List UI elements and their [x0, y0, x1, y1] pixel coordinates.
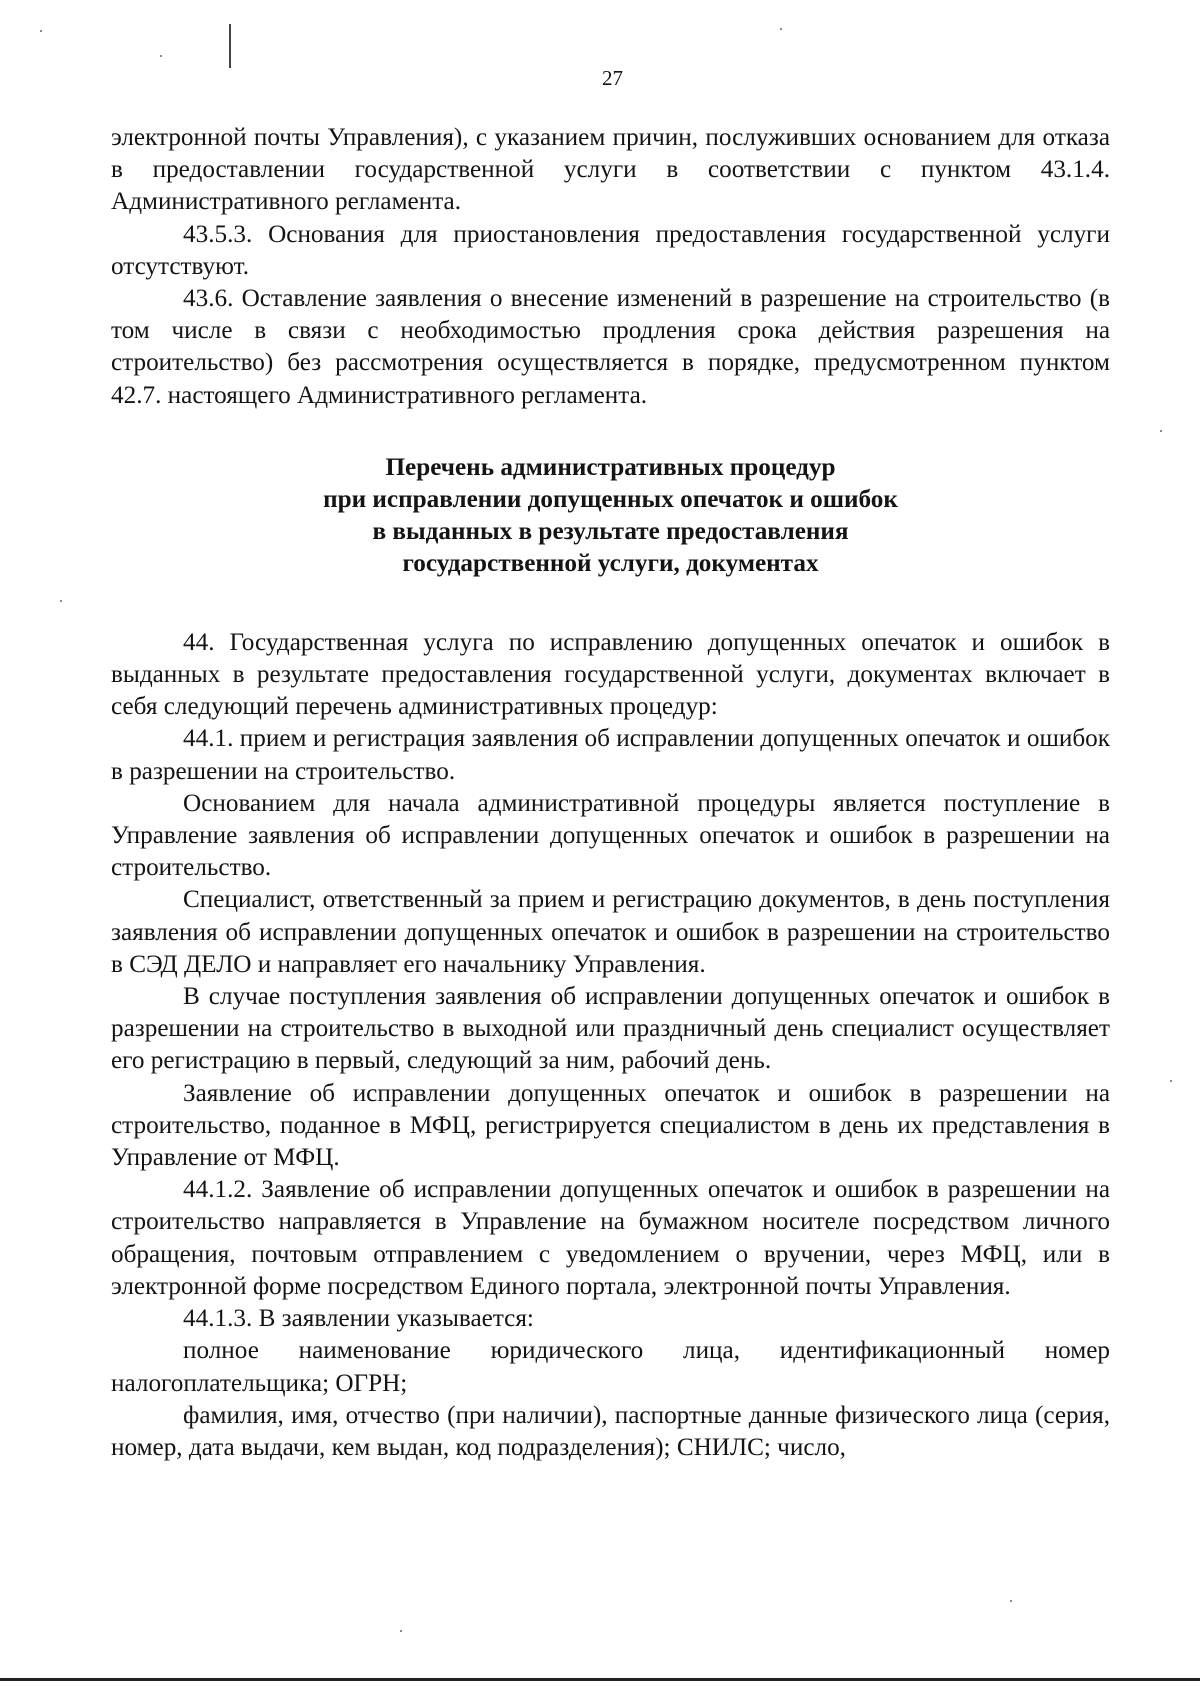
paragraph-legal-entity: полное наименование юридического лица, идентификационный номер налогоплательщика; ОГРН; — [111, 1337, 1110, 1397]
paragraph-continuation: электронной почты Управления), с указанием причин, послуживших основанием для отказа в предоставлении государственной услуги в соответствии с пунктом 43.1.4. Административного регламента. — [111, 124, 1110, 216]
document-body — [111, 122, 1110, 1464]
page-number: 27 — [602, 66, 623, 90]
scan-speck — [1160, 430, 1162, 432]
paragraph-44: 44. Государственная услуга по исправлению допущенных опечаток и ошибок в выданных в результате предоставления государственной услуги, документах включает в себя следующий перечень административных процедур: — [111, 628, 1110, 721]
section-heading — [111, 452, 1110, 580]
scan-speck — [400, 1630, 402, 1632]
paragraph-individual: фамилия, имя, отчество (при наличии), паспортные данные физического лица (серия, номер, дата выдачи, кем выдан, код подразделения); СНИЛС; число, — [111, 1401, 1110, 1461]
section-heading-line: при исправлении допущенных опечаток и ошибок — [323, 485, 898, 513]
scan-speck — [780, 28, 782, 30]
paragraph-mfc: Заявление об исправлении допущенных опечаток и ошибок в разрешении на строительство, поданное в МФЦ, регистрируется специалистом в день их представления в Управление от МФЦ. — [111, 1079, 1110, 1172]
section-heading-line: государственной услуги, документах — [402, 549, 819, 577]
scan-artifact-mark — [229, 24, 231, 68]
scan-speck — [160, 55, 162, 57]
scan-speck — [1170, 1080, 1172, 1082]
paragraph-44-1: 44.1. прием и регистрация заявления об исправлении допущенных опечаток и ошибок в разрешении на строительство. — [111, 725, 1110, 785]
section-heading-line: в выданных в результате предоставления — [372, 517, 849, 545]
paragraph-44-1-2: 44.1.2. Заявление об исправлении допущенных опечаток и ошибок в разрешении на строительство направляется в Управление на бумажном носителе посредством личного обращения, почтовым отправлением с уведомлением о вручении, через МФЦ, или в электронной форме посредством Единого портала, электронной почты Управления. — [111, 1176, 1110, 1300]
paragraph-holiday: В случае поступления заявления об исправлении допущенных опечаток и ошибок в разрешении на строительство в выходной или праздничный день специалист осуществляет его регистрацию в первый, следующий за ним, рабочий день. — [111, 983, 1110, 1075]
scan-speck — [60, 600, 62, 602]
paragraph-44-1-3: 44.1.3. В заявлении указывается: — [183, 1305, 534, 1333]
paragraph-43-5-3: 43.5.3. Основания для приостановления предоставления государственной услуги отсутствуют. — [111, 220, 1110, 280]
paragraph-specialist: Специалист, ответственный за прием и регистрацию документов, в день поступления заявления об исправлении допущенных опечаток и ошибок в разрешении на строительство в СЭД ДЕЛО и направляет его начальнику Управления. — [111, 886, 1110, 978]
scan-bottom-edge — [0, 1678, 1200, 1681]
section-heading-line: Перечень административных процедур — [385, 453, 836, 481]
scan-speck — [40, 30, 42, 32]
paragraph-basis: Основанием для начала административной процедуры является поступление в Управление заявления об исправлении допущенных опечаток и ошибок в разрешении на строительство. — [111, 789, 1110, 882]
paragraph-43-6: 43.6. Оставление заявления о внесение изменений в разрешение на строительство (в том числе в связи с необходимостью продления срока действия разрешения на строительство) без рассмотрения осуществляется в порядке, предусмотренном пунктом 42.7. настоящего Административного регламента. — [111, 285, 1110, 409]
scan-speck — [1010, 1600, 1012, 1602]
